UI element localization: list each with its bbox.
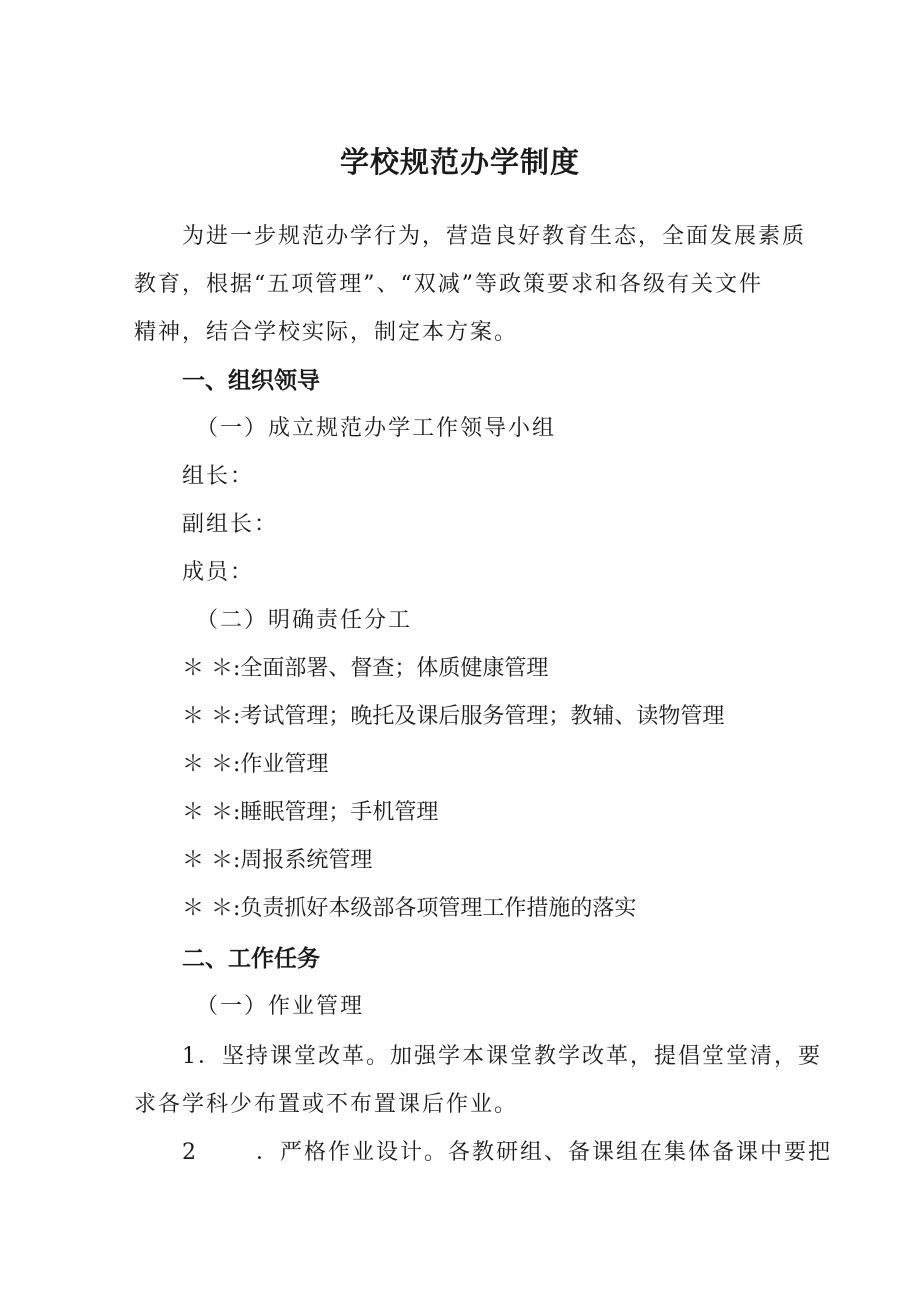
item-2-number: 2 bbox=[182, 1140, 198, 1165]
leader-label: 组长： bbox=[182, 464, 255, 489]
item-2-line-1 bbox=[182, 1138, 832, 1168]
intro-line-1: 为进一步规范办学行为，营造良好教育生态，全面发展素质 bbox=[182, 224, 807, 249]
vice-leader-label: 副组长： bbox=[182, 512, 279, 537]
duty-item: ＊ ＊:作业管理 bbox=[182, 752, 329, 777]
duty-item: ＊ ＊:周报系统管理 bbox=[182, 848, 373, 873]
section-2-heading: 二、工作任务 bbox=[182, 946, 320, 972]
duty-item: ＊ ＊:睡眠管理；手机管理 bbox=[182, 800, 439, 825]
intro-line-3: 精神，结合学校实际，制定本方案。 bbox=[134, 320, 519, 345]
duty-item: ＊ ＊:考试管理；晚托及课后服务管理；教辅、读物管理 bbox=[182, 704, 725, 729]
duty-item: ＊ ＊:负责抓好本级部各项管理工作措施的落实 bbox=[182, 896, 637, 921]
intro-line-2: 教育，根据“五项管理”、“双减”等政策要求和各级有关文件 bbox=[134, 272, 763, 297]
item-2-text: ．严格作业设计。各教研组、备课组在集体备课中要把 bbox=[256, 1140, 833, 1165]
item-1-line-1: 1．坚持课堂改革。加强学本课堂教学改革，提倡堂堂清，要 bbox=[182, 1044, 822, 1069]
item-1-line-2: 求各学科少布置或不布置课后作业。 bbox=[134, 1092, 519, 1117]
section-1-heading: 一、组织领导 bbox=[182, 368, 320, 394]
duty-item: ＊ ＊:全面部署、督查；体质健康管理 bbox=[182, 656, 549, 681]
section-1-sub-2: （二）明确责任分工 bbox=[196, 608, 413, 633]
members-label: 成员： bbox=[182, 560, 255, 585]
section-1-sub-1: （一）成立规范办学工作领导小组 bbox=[196, 416, 557, 441]
document-title: 学校规范办学制度 bbox=[339, 145, 580, 179]
section-2-sub-1: （一）作业管理 bbox=[196, 994, 365, 1019]
